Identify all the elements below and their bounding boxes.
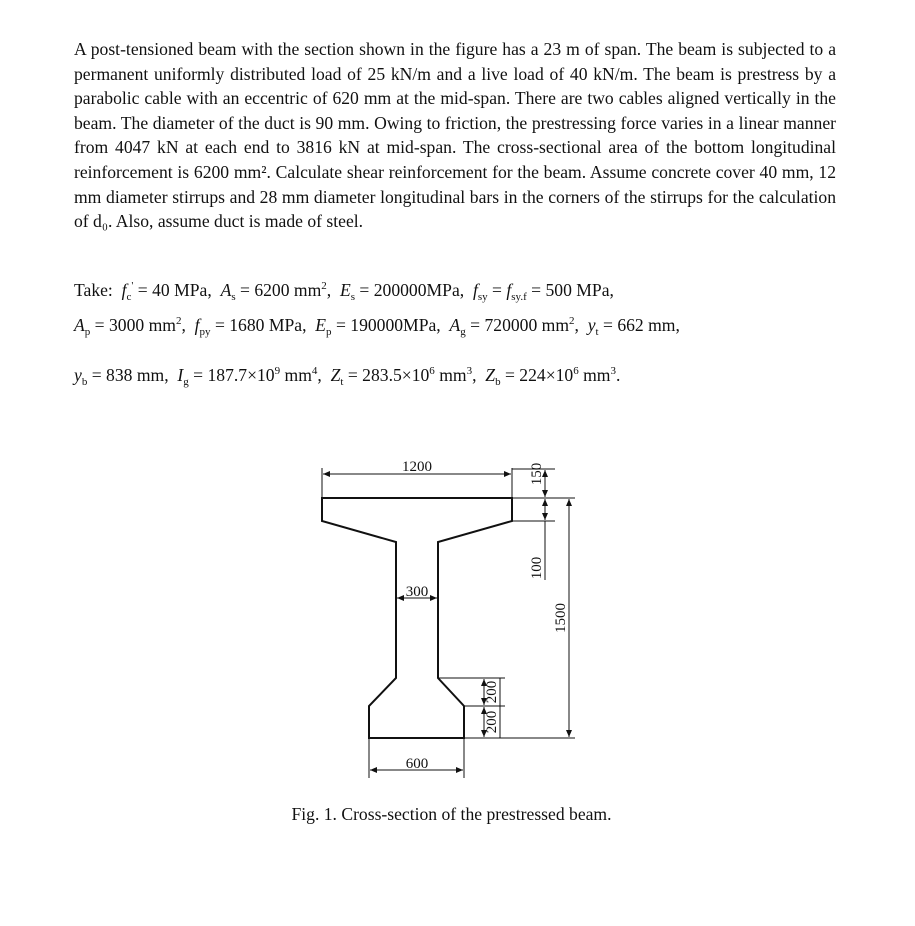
dim-200-taper: 200 <box>484 680 500 704</box>
dim-100: 100 <box>529 556 545 580</box>
yb-value: = 838 mm <box>91 365 165 385</box>
fsy-value: = 500 MPa <box>531 280 610 300</box>
ep-value: = 190000MPa <box>335 315 437 335</box>
given-line-2: $A_p = 3000$ $mm^2$, $f_{py} = 1680$ MPa, $E_p = 190000MPa$, $A_g = 720000$ $mm^2$, $y_t = 662$ mm, <box>74 315 680 338</box>
problem-statement: A post-tensioned beam with the section shown in the figure has a 23 m of span. The beam is subjected to a permanent uniformly distributed load of 25 kN/m and a live load of 40 kN/m. The beam is prestress by a parabolic cable with an eccentric of 620 mm at the mid-span. There are two cables aligned vertically in the beam. The diameter of the duct is 90 mm. Owing to friction, the prestressing force varies in a linear manner from 4047 kN at each end to 3816 kN at mid-span. The cross-sectional area of the bottom longitudinal reinforcement is 6200 mm². Calculate shear reinforcement for the beam. Assume concrete cover 40 mm, 12 mm diameter stirrups and 28 mm diameter longitudinal bars in the corners of the stirrups for the calculation of d₀. Also, assume duct is made of steel. <box>74 39 836 232</box>
ap-value: = 3000 mm <box>94 315 176 335</box>
figure-caption: Fig. 1. Cross-section of the prestressed beam. <box>291 804 612 824</box>
as-value: = 6200 mm <box>240 280 322 300</box>
ag-value: = 720000 mm <box>470 315 570 335</box>
given-line-1: Take: $f_c' = 40$ MPa, $A_s = 6200$ $mm^2$, $E_s = 200000MPa$, $f_{sy} = f_{sy.f} = 500$ MPa, <box>74 280 614 303</box>
zt-value: = 283.5×10 <box>347 365 430 385</box>
dim-200-bottom: 200 <box>484 710 500 734</box>
zb-value: = 224×10 <box>504 365 574 385</box>
take-label: Take: <box>74 280 113 300</box>
fc-value: = 40 MPa <box>137 280 208 300</box>
dim-600: 600 <box>405 756 429 772</box>
dim-300: 300 <box>405 584 429 600</box>
given-line-3: $y_b = 838$ mm, $I_g = 187.7\times 10^9$ $mm^4$, $Z_t = 283.5\times 10^6$ $mm^3$, $Z_b = 224\times 10^6$ $mm^3$. <box>74 365 621 388</box>
ig-value: = 187.7×10 <box>193 365 275 385</box>
fpy-value: = 1680 MPa <box>214 315 303 335</box>
yt-value: = 662 mm <box>603 315 676 335</box>
dim-1200: 1200 <box>402 459 432 475</box>
dim-150: 150 <box>529 462 545 486</box>
es-value: = 200000MPa <box>359 280 460 300</box>
dim-1500: 1500 <box>553 603 569 633</box>
